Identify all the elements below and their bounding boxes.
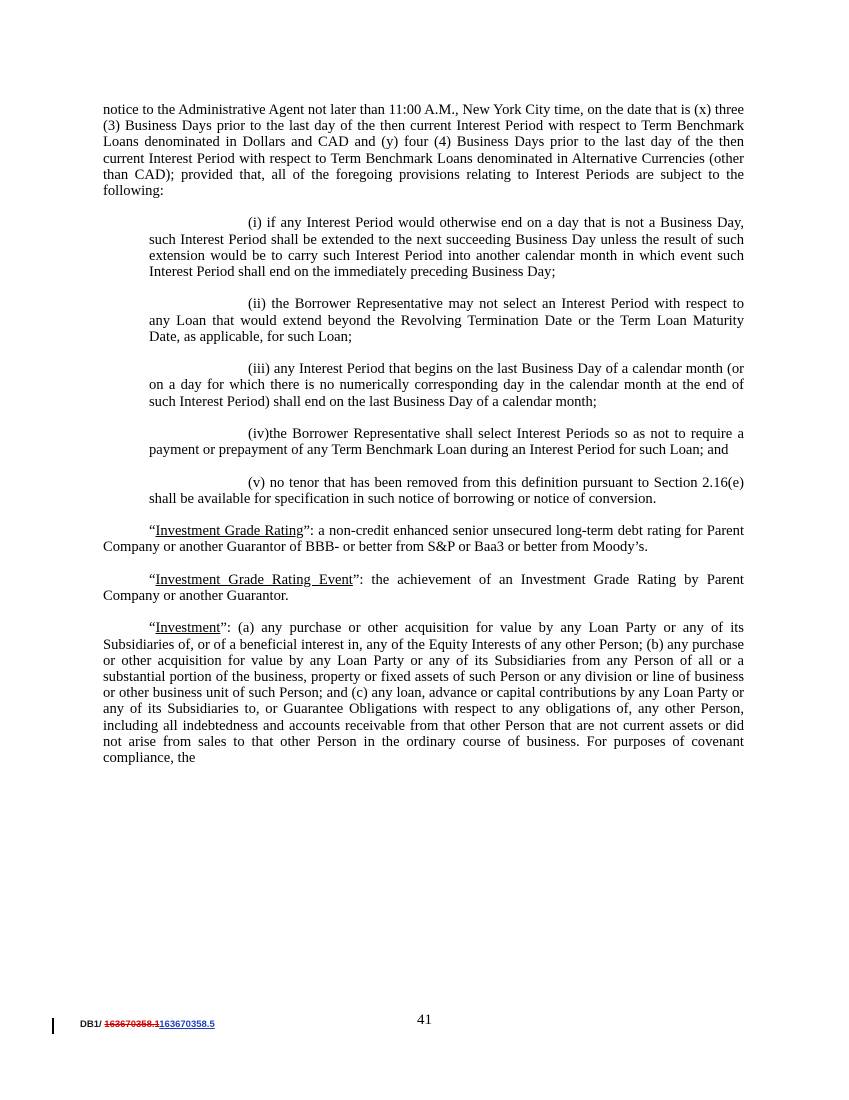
- close-quote: ”: [303, 523, 310, 540]
- close-quote: ”: [352, 571, 360, 588]
- list-item-v: (v) no tenor that has been removed from this definition pursuant to Section 2.16(e) shall be available for specification in such notice of borrowing or notice of conversion.: [149, 474, 744, 507]
- definition-text: : a non-credit enhanced senior unsecured long-term debt rating for Parent Company or another Guarantor of BBB- or better from S&P or Baa3 or better from Moody’s.: [103, 523, 745, 556]
- close-quote: ”: [220, 620, 227, 637]
- definition-investment-grade-rating: [103, 523, 744, 555]
- document-id-prefix: DB1/: [80, 1019, 105, 1030]
- list-item-ii: (ii) the Borrower Representative may not select an Interest Period with respect to any Loan that would extend beyond the Revolving Termination Date or the Term Loan Maturity Date, as applicable, for such Loan;: [149, 296, 744, 345]
- defined-term: Investment: [155, 620, 221, 637]
- definition-text: : the achievement of an Investment Grade Rating by Parent Company or another Guarantor.: [103, 571, 744, 604]
- list-item-iv: (iv)the Borrower Representative shall select Interest Periods so as not to require a payment or prepayment of any Term Benchmark Loan during an Interest Period for such Loan; and: [149, 426, 744, 459]
- document-id-inserted: 163670358.5: [159, 1019, 215, 1030]
- definition-investment-grade-rating-event: [103, 572, 744, 604]
- open-quote: “: [149, 620, 156, 637]
- definition-investment: [103, 620, 744, 766]
- open-quote: “: [149, 571, 156, 588]
- defined-term: Investment Grade Rating: [155, 523, 304, 540]
- body-text: [103, 102, 744, 782]
- list-item-i: (i) if any Interest Period would otherwise end on a day that is not a Business Day, such Interest Period shall be extended to the next succeeding Business Day unless the result of such extension would be to carry such Interest Period into another calendar month in which event such Interest Period shall end on the immediately preceding Business Day;: [149, 215, 744, 281]
- list-item-iii: (iii) any Interest Period that begins on the last Business Day of a calendar month (or on a day for which there is no numerically corresponding day in the calendar month at the end of such Interest Period) shall end on the last Business Day of a calendar month;: [149, 361, 744, 410]
- document-id-deleted: 163670358.1: [104, 1019, 160, 1030]
- defined-term: Investment Grade Rating Event: [155, 571, 353, 588]
- page-number: 41: [417, 1012, 432, 1028]
- paragraph-intro: notice to the Administrative Agent not later than 11:00 A.M., New York City time, on the date that is (x) three (3) Business Days prior to the last day of the then current Interest Period with respect to Term Benchmark Loans denominated in Dollars and CAD and (y) four (4) Business Days prior to the last day of the then current Interest Period with respect to Term Benchmark Loans denominated in Alternative Currencies (other than CAD); provided that, all of the foregoing provisions relating to Interest Periods are subject to the following:: [103, 102, 744, 200]
- definition-text: : (a) any purchase or other acquisition for value by any Loan Party or any of its Subsidiaries of, or of a beneficial interest in, any of the Equity Interests of any other Person; (b) any purchase or other acquisition for value by any Loan Party or any of its Subsidiaries from any Person of all or a substantial portion of the business, property or fixed assets of such Person or any division or line of business or other business unit of such Person; and (c) any loan, advance or capital contributions by any Loan Party or any of its Subsidiaries to, or Guarantee Obligations with respect to any obligations of, any other Person, including all indebtedness and accounts receivable from that other Person that are not current assets or did not arise from sales to that other Person in the ordinary course of business. For purposes of covenant compliance, the: [103, 620, 744, 766]
- open-quote: “: [149, 523, 156, 540]
